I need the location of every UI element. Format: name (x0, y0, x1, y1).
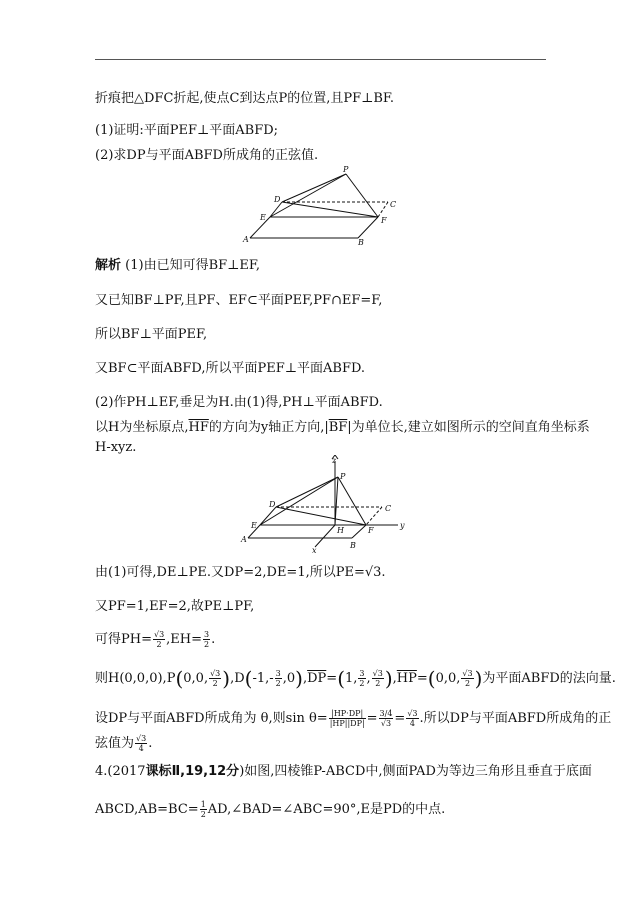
solution-line-10: 可得PH= $\frac{√3}{2}$ ,EH= $\frac{3}{2}$ . (95, 630, 216, 649)
solution-line-9: 又PF=1,EF=2,故PE⊥PF, (95, 599, 255, 614)
label-c: C (385, 504, 392, 513)
solution-text-1: (1)由已知可得BF⊥EF, (121, 258, 260, 273)
edge-pf (338, 477, 366, 525)
fraction-sin-result: $\frac{√3}{4}$ (407, 709, 418, 728)
problem-4-line-2: ABCD,AB=BC= $\frac{1}{2}$ AD,∠BAD=∠ABC=90°,E是PD的中点. (95, 800, 446, 819)
vector-hp: $\overline{HP}$ (396, 671, 417, 686)
problem-text-1: 折痕把△DFC折起,使点C到达点P的位置,且PF⊥BF. (95, 91, 395, 106)
pyramid-figure-1 (240, 165, 400, 245)
label-d: D (274, 195, 281, 204)
edge-df (282, 202, 378, 217)
fraction-sin-ratio: $\frac{|HP\cdot DP|}{|HP||DP|}$ (329, 709, 365, 728)
fraction-answer: $\frac{√3}{4}$ (136, 734, 147, 753)
edge-ed (260, 507, 276, 525)
label-x: x (312, 546, 317, 555)
problem-4-line-1: 4.(2017课标Ⅱ,19,12分)如图,四棱锥P-ABCD中,侧面PAD为等边三角形且垂直于底面 (95, 764, 592, 779)
solution-line-2: 又已知BF⊥PF,且PF、EF⊂平面PEF,PF∩EF=F, (95, 293, 383, 308)
edge-ed (270, 202, 282, 217)
fraction-ph: $\frac{√3}{2}$ (153, 630, 165, 649)
label-b: B (350, 541, 356, 550)
label-b: B (358, 238, 364, 245)
edge-cf-dashed (378, 202, 388, 217)
solution-line-5: (2)作PH⊥EF,垂足为H.由(1)得,PH⊥平面ABFD. (95, 395, 383, 410)
edge-df (276, 507, 366, 525)
fraction-d-y: $\frac{3}{2}$ (275, 669, 281, 688)
solution-line-7: H-xyz. (95, 440, 137, 455)
axis-x (315, 525, 335, 547)
problem-part-2: (2)求DP与平面ABFD所成角的正弦值. (95, 148, 319, 163)
fraction-dp-z: $\frac{√3}{2}$ (372, 669, 383, 688)
coordinate-figure-2 (240, 455, 410, 555)
solution-line-1 (95, 258, 260, 274)
solution-line-6: 以H为坐标原点$,\overline{HF}$的方向为y轴正方向$,|\overline{BF}|$为单位长,建立如图所示的空间直角坐标系 (95, 420, 590, 435)
label-f: F (368, 526, 374, 535)
fraction-half: $\frac{1}{2}$ (200, 800, 206, 819)
problem-4-source: 课标Ⅱ,19,12分 (145, 764, 240, 779)
vector-hf: $\overline{HF}$ (188, 420, 209, 435)
fraction-eh: $\frac{3}{2}$ (204, 630, 210, 649)
label-h: H (337, 526, 344, 535)
problem-part-1: (1)证明:平面PEF⊥平面ABFD; (95, 123, 279, 138)
label-a: A (241, 535, 247, 544)
solution-line-12: 设DP与平面ABFD所成角为 θ,则sin θ= $\frac{|HP\cdot DP|}{|HP||DP|}$ = $\frac{3/4}{√3}$ = $\frac{√3}{4}$ .所以DP与平面ABFD所成角的正 (95, 709, 612, 728)
solution-line-8: 由(1)可得,DE⊥PE.又DP=2,DE=1,所以PE=√3. (95, 565, 386, 580)
label-z: z (332, 456, 337, 465)
edge-bf (352, 525, 366, 538)
solution-label: 解析 (95, 258, 122, 273)
edge-pf (346, 174, 378, 217)
sqrt-three: √3 (364, 565, 382, 580)
label-f: F (381, 216, 387, 225)
label-d: D (269, 500, 276, 509)
vector-dp: $\overline{DP}$ (307, 671, 327, 686)
label-c: C (390, 200, 397, 209)
label-p: P (343, 165, 349, 174)
fraction-p-z: $\frac{√3}{2}$ (210, 669, 221, 688)
edge-dp (276, 477, 338, 507)
label-a: A (243, 235, 249, 244)
solution-line-11: 则H(0,0,0),P(0,0, $\frac{√3}{2}$ ),D(-1,- $\frac{3}{2}$ $,0),\overline{DP}=(1$, $\frac{3}{2}$ , $\frac{√3}{2}$ )$,\overline{HP}=(0,0$, $\frac{√3}{2}$ )为平面ABFD的法向量. (95, 666, 616, 691)
fraction-sin-value: $\frac{3/4}{√3}$ (379, 709, 393, 728)
fraction-hp-z: $\frac{√3}{2}$ (462, 669, 473, 688)
label-e: E (251, 521, 257, 530)
label-p: P (340, 472, 346, 481)
solution-line-4: 又BF⊂平面ABFD,所以平面PEF⊥平面ABFD. (95, 361, 366, 376)
vector-bf: $\overline{BF}$ (328, 420, 348, 435)
label-y: y (400, 521, 405, 530)
fraction-dp-y: $\frac{3}{2}$ (359, 669, 365, 688)
header-rule (95, 59, 546, 60)
edge-bf (358, 217, 378, 238)
solution-line-13: 弦值为 $\frac{√3}{4}$ . (95, 734, 153, 753)
edge-cf-dashed (366, 507, 382, 525)
solution-line-3: 所以BF⊥平面PEF, (95, 327, 208, 342)
label-e: E (260, 213, 266, 222)
edge-dp (282, 174, 346, 202)
